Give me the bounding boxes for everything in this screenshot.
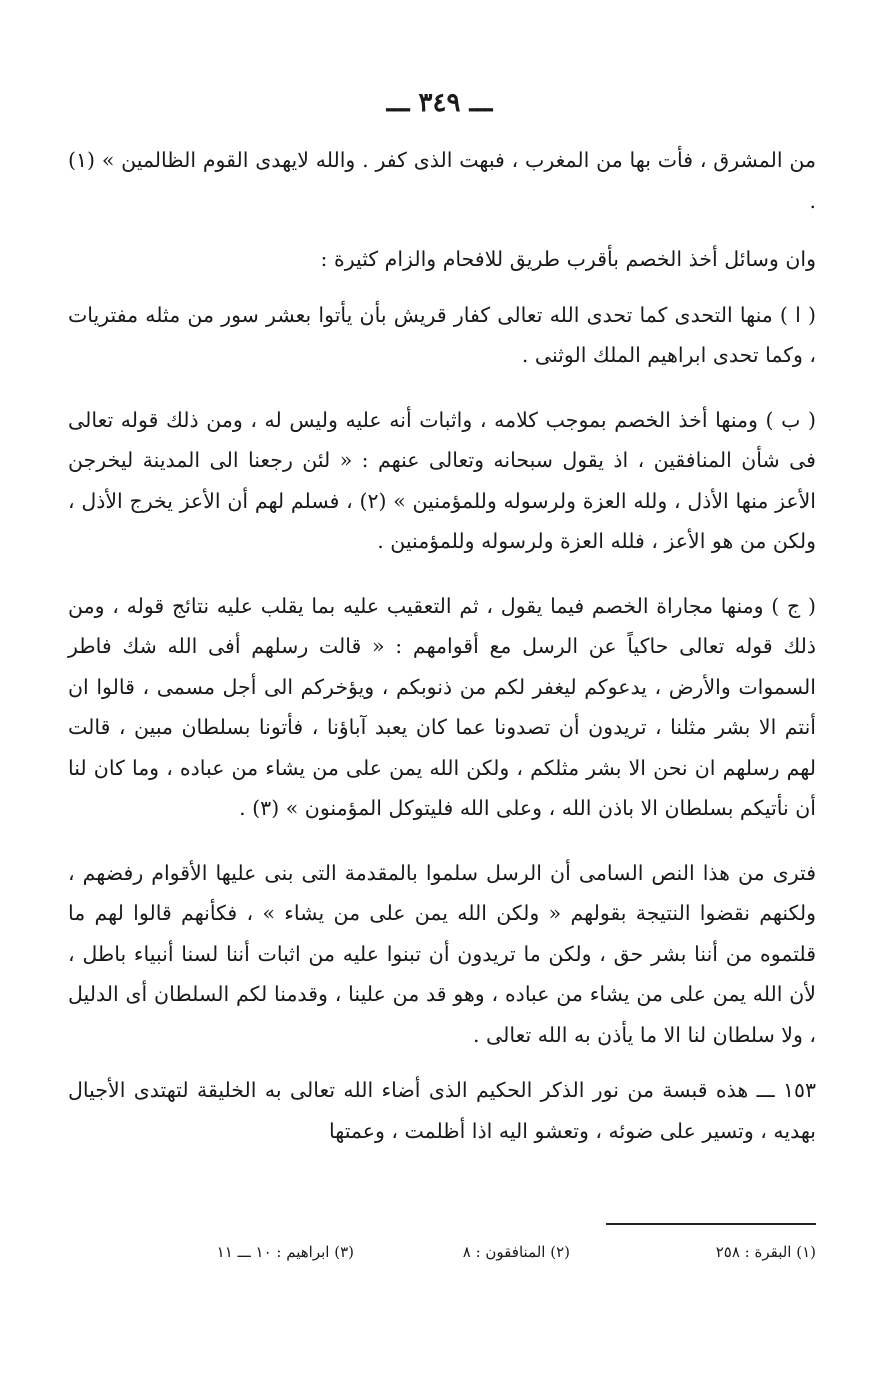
- footnote-divider: [606, 1223, 816, 1225]
- footnote-2: (٢) المنافقون : ٨: [462, 1243, 570, 1261]
- paragraph-verse-end: من المشرق ، فأت بها من المغرب ، فبهت الذى كفر . والله لايهدى القوم الظالمين » (١) .: [68, 148, 816, 213]
- paragraph-intro: وان وسائل أخذ الخصم بأقرب طريق للافحام والزام كثيرة :: [320, 247, 816, 271]
- page-number: ـــ ٣٤٩ ـــ: [386, 88, 493, 118]
- paragraph-section-153: ١٥٣ ـــ هذه قبسة من نور الذكر الحكيم الذى أضاء الله تعالى به الخليقة لتهتدى الأجيال بهديه ، وتسير على ضوئه ، وتعشو اليه اذا أظلمت ، وعمتها: [68, 1078, 816, 1143]
- paragraph-analysis: فترى من هذا النص السامى أن الرسل سلموا بالمقدمة التى بنى عليها الأقوام رفضهم ، ولكنهم نقضوا النتيجة بقولهم « ولكن الله يمن على من يشاء » ، فكأنهم قالوا لهم ما قلتموه من أننا بشر حق ، ولكن ما تريدون أن تبنوا عليه من اثبات أننا لسنا أنبياء باطل ، لأن الله يمن على من يشاء من عباده ، وهو قد من علينا ، وقدمنا لكم السلطان أى الدليل ، ولا سلطان لنا الا ما يأذن به الله تعالى .: [68, 860, 816, 1047]
- paragraph-item-jim: ( ج ) ومنها مجاراة الخصم فيما يقول ، ثم التعقيب عليه بما يقلب عليه نتائج قوله ، ومن ذلك قوله تعالى حاكياً عن الرسل مع أقوامهم : « قالت رسلهم أفى الله شك فاطر السموات والأرض ، يدعوكم ليغفر لكم من ذنوبكم ، ويؤخركم الى أجل مسمى ، قالوا ان أنتم الا بشر مثلنا ، تريدون أن تصدونا عما كان يعبد آباؤنا ، فأتونا بسلطان مبين ، قالت لهم رسلهم ان نحن الا بشر مثلكم ، ولكن الله يمن على من يشاء من عباده ، وما كان لنا أن نأتيكم بسلطان الا باذن الله ، وعلى الله فليتوكل المؤمنون » (٣) .: [68, 593, 816, 820]
- paragraph-item-ba: ( ب ) ومنها أخذ الخصم بموجب كلامه ، واثبات أنه عليه وليس له ، ومن ذلك قوله تعالى فى شأن المنافقين ، اذ يقول سبحانه وتعالى عنهم : « لئن رجعنا الى المدينة ليخرجن الأعز منها الأذل ، ولله العزة ولرسوله وللمؤمنين » (٢) ، فسلم لهم أن الأعز يخرج الأذل ، ولكن من هو الأعز ، فلله العزة ولرسوله وللمؤمنين .: [68, 407, 816, 553]
- paragraph-item-alif: ( ا ) منها التحدى كما تحدى الله تعالى كفار قريش بأن يأتوا بعشر سور من مثله مفتريات ، وكما تحدى ابراهيم الملك الوثنى .: [68, 302, 816, 367]
- body-text: [68, 140, 816, 1151]
- footnote-3: (٣) ابراهيم : ١٠ ـــ ١١: [216, 1243, 354, 1261]
- footnote-1: (١) البقرة : ٢٥٨: [715, 1243, 816, 1261]
- footnotes: [150, 1243, 816, 1283]
